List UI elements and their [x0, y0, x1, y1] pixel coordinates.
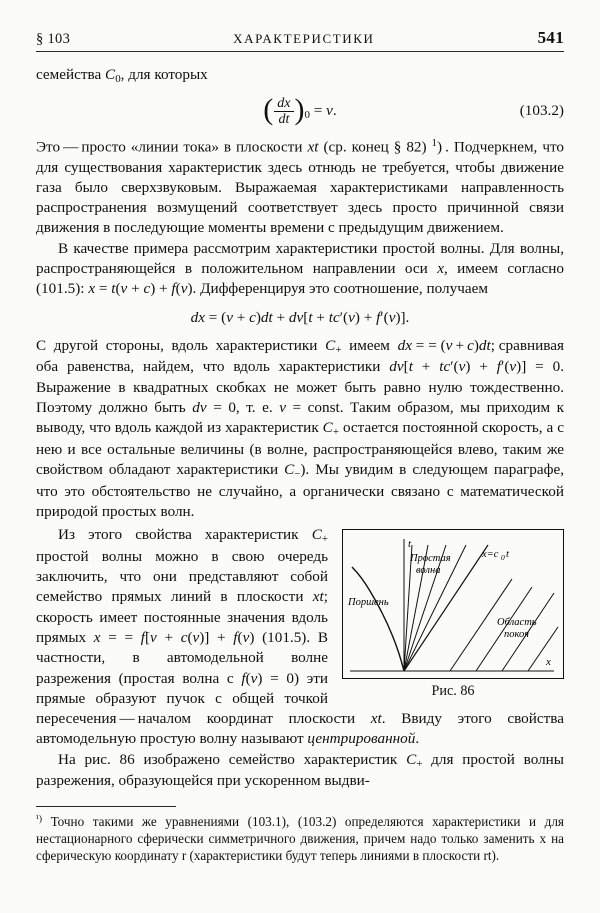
- label-simple-wave-1: Простая: [410, 553, 451, 565]
- footnote: [36, 813, 564, 865]
- paragraph-2: Это — просто «линии тока» в плоскости xt (ср. конец § 82) $^1$) . Подчеркнем, что для существования характеристик здесь отнюдь не требуется, чтобы движение газа было сверхзвуковым. Выражаемая характеристиками направленность распространения возмущений соответствует здесь просто причинной связи движения в последующие моменты времени с предыдущим движением.: [36, 136, 564, 237]
- label-simple-wave-2: волна: [416, 565, 441, 577]
- page-number: 541: [537, 28, 564, 47]
- label-t-axis: t: [408, 538, 412, 551]
- footnote-marker: ¹): [36, 813, 43, 824]
- figure-text-block: [36, 525, 564, 791]
- label-c0t-sub: 0: [501, 553, 505, 563]
- label-x-axis: x: [546, 656, 551, 669]
- header-section: § 103: [36, 31, 71, 47]
- figure-86: [342, 529, 564, 700]
- label-c0t-t: t: [506, 549, 509, 561]
- label-piston: Поршень: [348, 597, 389, 609]
- header-rule: [36, 51, 564, 52]
- label-c0t-ray: x=c: [482, 549, 499, 561]
- footnote-separator: [36, 806, 176, 807]
- page-content: [36, 28, 564, 865]
- paragraph-1: семейства $C_0$, для которых: [36, 66, 208, 86]
- paragraph-5: Из этого свойства характеристик $C_+$ простой волны можно в свою очередь заключить, что они представляют собой семейство прямых линий в плоскости xt; скорость имеет постоянные значения вдоль прямых x = = f[v + c(v)] + f(v) (101.5). В частности, в автомодельной волне разрежения (простая волна с f(v) = 0) эти прямые образуют пучок с общей точкой пересечения — началом координат плоскости xt. Ввиду этого свойства автомодельную простую волну называют центрированной.: [36, 526, 564, 748]
- figure-caption: Рис. 86: [431, 683, 475, 700]
- paragraph-4: С другой стороны, вдоль характеристики $C_+$ имеем dx = = (v + c)dt; сравнивая оба равенства, найдем, что вдоль характеристики dv[t + tc′(v) + f′(v)] = 0. Выражение в квадратных скобках не может быть равно нулю тождественно. Поэтому должно быть dv = 0, т. е. v = const. Таким образом, мы приходим к выводу, что вдоль каждой из характеристик $C_+$ остается постоянной скорость, а с нею и все остальные величины (в волне, распространяющейся влево, таким же свойством обладают характеристики $C_-$). Мы увидим в следующем параграфе, что это обстоятельство не случайно, а органически связано с математической природой простых волн.: [36, 336, 565, 520]
- equation-number: (103.2): [519, 102, 564, 120]
- figure-canvas: [342, 529, 564, 679]
- page-header: [36, 28, 564, 48]
- paragraph-6: На рис. 86 изображено семейство характеристик $C_+$ для простой волны разрежения, образующейся при ускоренном выдви-: [36, 750, 564, 790]
- characteristics-diagram: [342, 529, 564, 679]
- equation-dx: dx = (v + c)dt + dv[t + tc′(v) + f′(v)].: [190, 308, 410, 326]
- paragraph-3: В качестве примера рассмотрим характеристики простой волны. Для волны, распространяющейся в положительном направлении оси x, имеем согласно (101.5): x = t(v + c) + f(v). Дифференцируя это соотношение, получаем: [36, 239, 564, 298]
- label-rest-region-1: Область: [497, 617, 537, 629]
- footnote-text: Точно такими же уравнениями (103.1), (103.2) определяются характеристики и для нестационарного сферически симметричного движения, причем надо только заменить x на сферическую координату r (характеристики будут теперь линиями в плоскости rt).: [36, 813, 564, 864]
- label-rest-region-2: покоя: [504, 629, 530, 641]
- equation-103-2: ( $\frac{dx}{dt}$ )$_0 = v$. (103.2): [263, 93, 564, 127]
- header-running-title: ХАРАКТЕРИСТИКИ: [233, 31, 375, 46]
